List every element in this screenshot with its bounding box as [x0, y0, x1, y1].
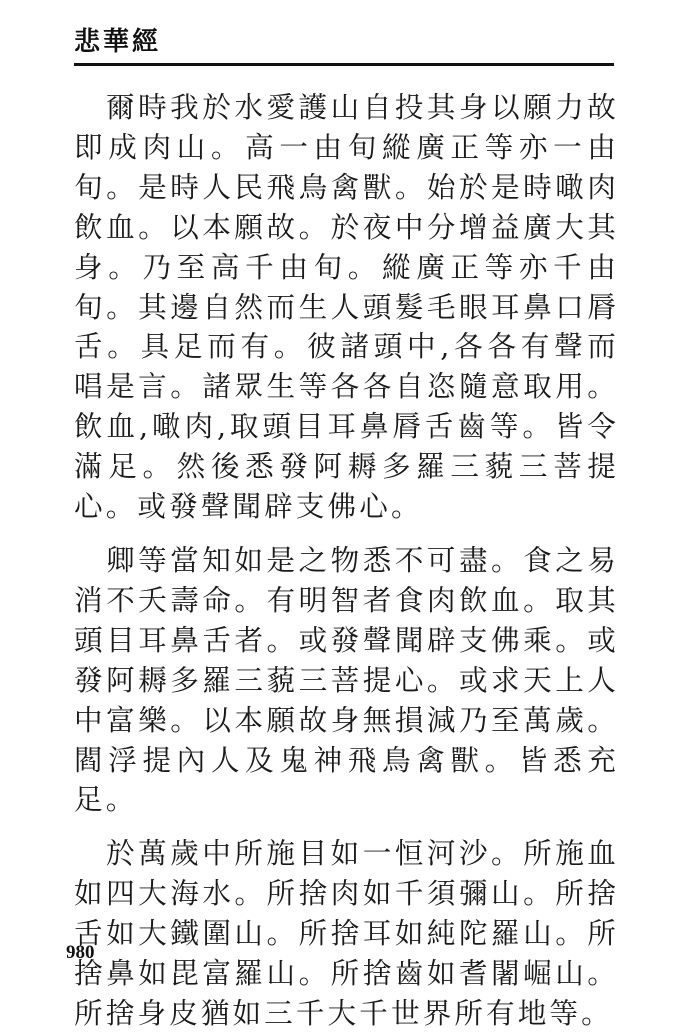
body-text — [74, 88, 619, 1034]
header-divider — [74, 63, 614, 66]
paragraph-1: 爾時我於水愛護山自投其身以願力故即成肉山。高一由旬縱廣正等亦一由旬。是時人民飛鳥禽獸。始於是時噉肉飲血。以本願故。於夜中分增益廣大其身。乃至高千由旬。縱廣正等亦千由旬。其邊自然而生人頭髮毛眼耳鼻口脣舌。具足而有。彼諸頭中,各各有聲而唱是言。諸眾生等各各自恣隨意取用。飲血,噉肉,取頭目耳鼻脣舌齒等。皆令滿足。然後悉發阿耨多羅三藐三菩提心。或發聲聞辟支佛心。 — [74, 90, 619, 524]
paragraph-3: 於萬歲中所施目如一恒河沙。所施血如四大海水。所捨肉如千須彌山。所捨舌如大鐵圍山。所捨耳如純陀羅山。所捨鼻如毘富羅山。所捨齒如耆闍崛山。所捨身皮猶如三千大千世界所有地等。 — [74, 836, 619, 1030]
book-title: 悲華經 — [74, 27, 162, 57]
page-number: 980 — [66, 942, 95, 963]
paragraph-2: 卿等當知如是之物悉不可盡。食之易消不夭壽命。有明智者食肉飲血。取其頭目耳鼻舌者。或發聲聞辟支佛乘。或發阿耨多羅三藐三菩提心。或求天上人中富樂。以本願故身無損減乃至萬歲。閻浮提內人及鬼神飛鳥禽獸。皆悉充足。 — [74, 542, 619, 817]
running-header — [74, 22, 614, 66]
